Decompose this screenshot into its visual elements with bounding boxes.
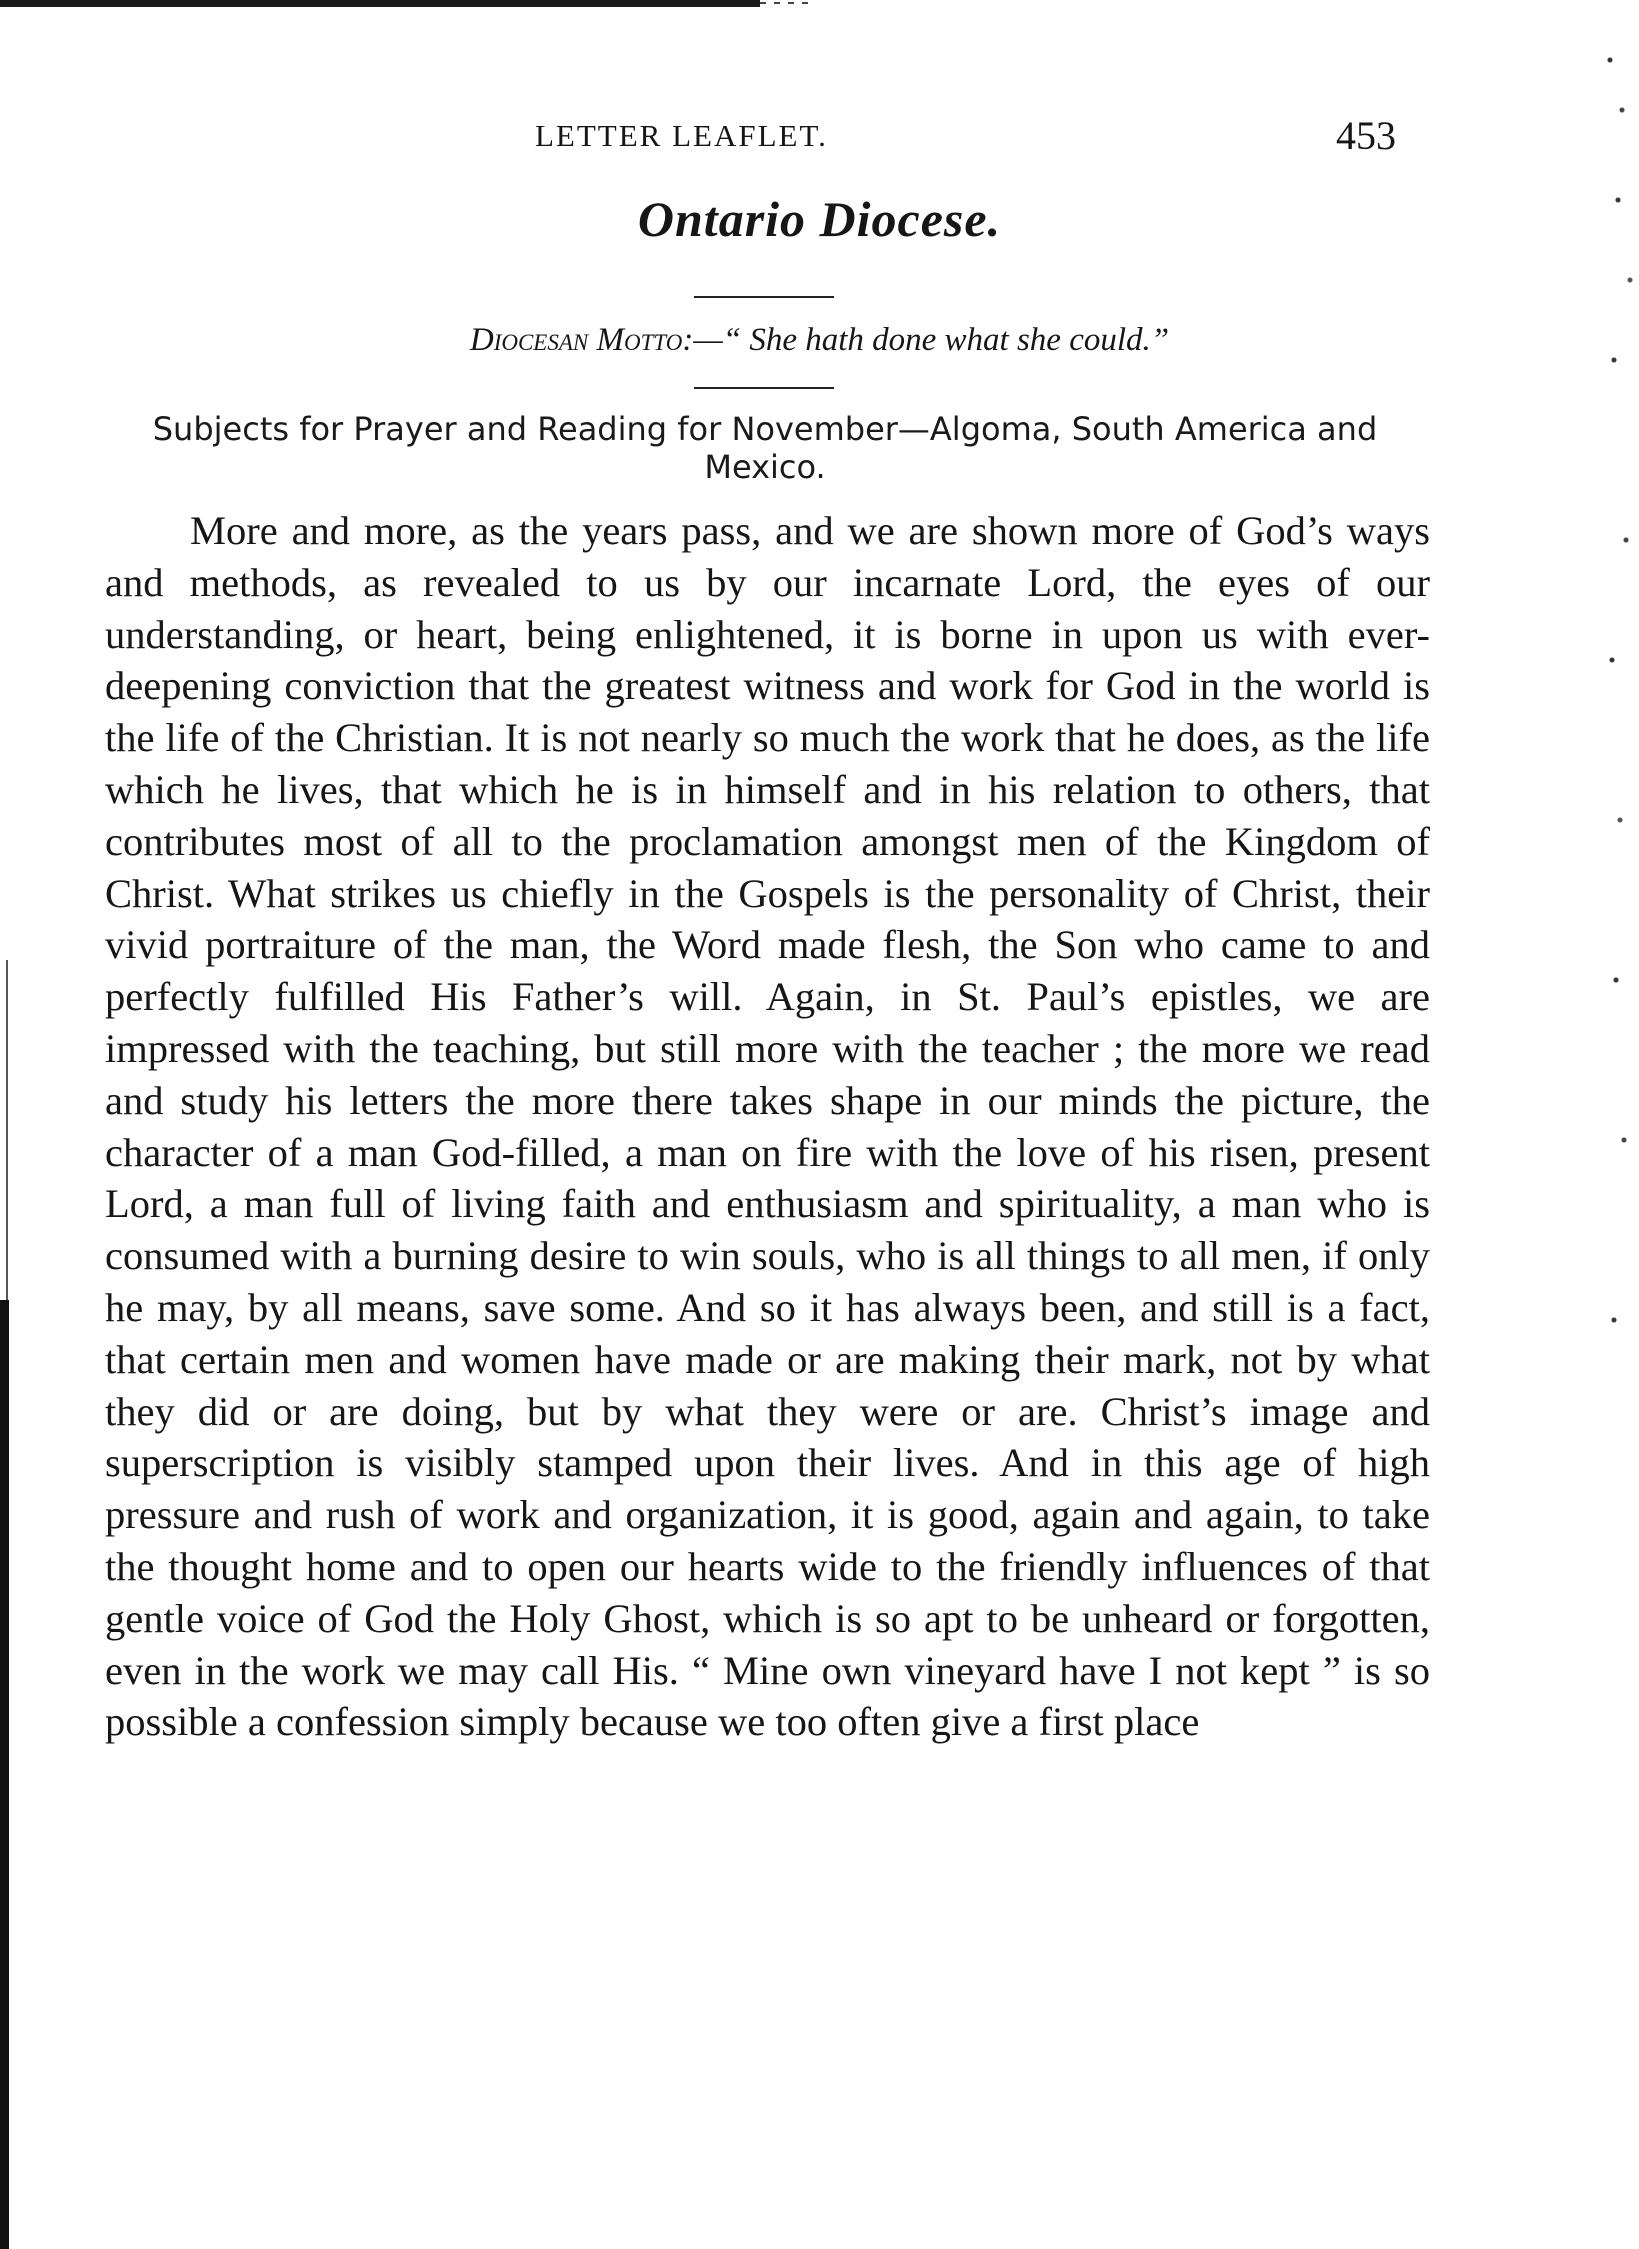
scan-left-edge-thin	[6, 960, 8, 1300]
scan-top-rule	[0, 0, 760, 7]
scan-left-edge	[0, 1300, 9, 2249]
motto-rule	[694, 387, 834, 389]
motto-label: Diocesan Motto	[469, 322, 683, 358]
section-title: Ontario Diocese.	[637, 191, 1002, 247]
prayer-subjects: Subjects for Prayer and Reading for November—Algoma, South America and Mexico.	[152, 410, 1378, 486]
title-rule	[694, 296, 834, 298]
diocesan-motto	[0, 322, 1639, 359]
running-head: LETTER LEAFLET.	[535, 118, 828, 153]
motto-quote: “ She hath done what she could.”	[722, 322, 1170, 358]
body-paragraph: More and more, as the years pass, and we are shown more of God’s ways and methods, as revealed to us by our incarnate Lord, the eyes of our understanding, or heart, being enlightened, it is borne in upon us with ever-deepening conviction that the greatest witness and work for God in the world is the life of the Christian. It is not nearly so much the work that he does, as the life which he lives, that which he is in himself and in his relation to others, that contributes most of all to the proclamation amongst men of the Kingdom of Christ. What strikes us chiefly in the Gospels is the personality of Christ, their vivid portraiture of the man, the Word made flesh, the Son who came to and perfectly fulfilled His Father’s will. Again, in St. Paul’s epistles, we are impressed with the teaching, but still more with the teacher ; the more we read and study his letters the more there takes shape in our minds the picture, the character of a man God-filled, a man on fire with the love of his risen, present Lord, a man full of living faith and enthusiasm and spirituality, a man who is consumed with a burning desire to win souls, who is all things to all men, if only he may, by all means, save some. And so it has always been, and still is a fact, that certain men and women have made or are making their mark, not by what they did or are doing, but by what they were or are. Christ’s image and superscription is visibly stamped upon their lives. And in this age of high pressure and rush of work and organization, it is good, again and again, to take the thought home and to open our hearts wide to the friendly influences of that gentle voice of God the Holy Ghost, which is so apt to be unheard or forgotten, even in the work we may call His. “ Mine own vineyard have I not kept ” is so possible a confession simply because we too often give a first place	[105, 508, 1430, 1745]
motto-separator: :—	[682, 322, 723, 358]
scan-top-dashes	[760, 2, 810, 4]
page-number: 453	[1336, 113, 1396, 158]
